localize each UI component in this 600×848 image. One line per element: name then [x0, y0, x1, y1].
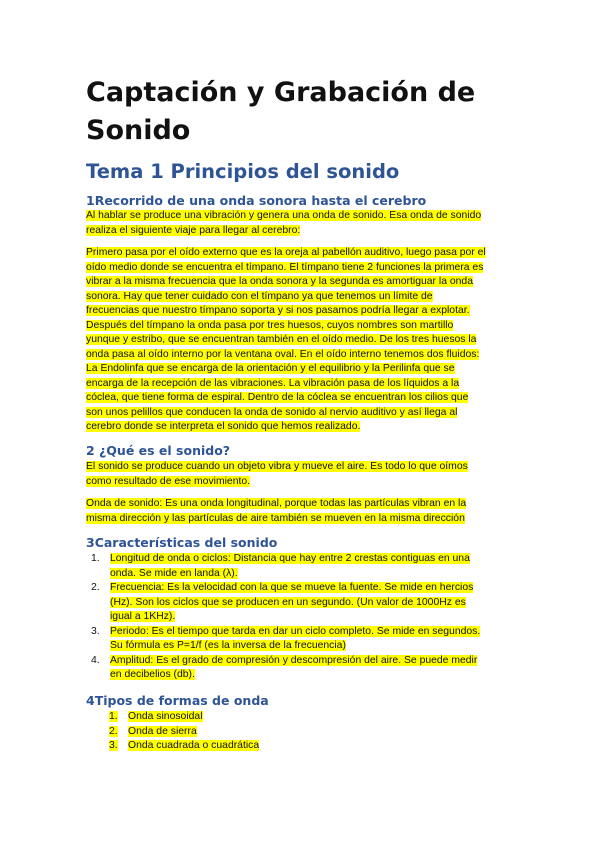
- section-heading-recorrido: 1Recorrido de una onda sonora hasta el cerebro: [86, 193, 427, 208]
- paragraph-line: como resultado de ese movimiento.: [86, 475, 251, 487]
- paragraph-line: yunque y estribo, que se encuentran también en el oído medio. De los tres huesos la: [86, 334, 477, 345]
- paragraph-line: Primero pasa por el oído externo que es la oreja al pabellón auditivo, luego pasa por el: [86, 247, 486, 258]
- section-heading-tipos: 4Tipos de formas de onda: [86, 693, 269, 708]
- list-item: 2. Onda de sierra: [109, 725, 197, 737]
- paragraph-line: sonora. Hay que tener cuidado con el tímpano ya que tenemos un límite de: [86, 290, 433, 302]
- paragraph-intro: [86, 209, 516, 238]
- paragraph-line: El sonido se produce cuando un objeto vibra y mueve el aire. Es todo lo que oímos: [86, 461, 468, 472]
- paragraph-line: misma dirección y las partículas de aire también se mueven en la misma dirección: [86, 512, 465, 524]
- list-item: 3. Periodo: Es el tiempo que tarda en dar un ciclo completo. Se mide en segundos. Su fórmula es P=1/f (es la inversa de la frecuencia): [91, 625, 481, 651]
- paragraph-line: vibrar a la misma frecuencia que la onda sonora y la segunda es amortiguar la onda: [86, 276, 473, 287]
- list-item: 3. Onda cuadrada o cuadrática: [109, 740, 260, 751]
- section-heading-que-es: 2 ¿Qué es el sonido?: [86, 443, 231, 458]
- list-item: 2. Frecuencia: Es la velocidad con la que se mueve la fuente. Se mide en hercios (Hz). Son los ciclos que se producen en un segundo. (Un valor de 1000Hz es igual a 1KHz).: [91, 582, 474, 622]
- paragraph-line: son unos pelillos que conducen la onda de sonido al nervio auditivo y así llega al: [86, 406, 458, 418]
- paragraph-line: Onda de sonido: Es una onda longitudinal, porque todas las partículas vibran en la: [86, 498, 467, 509]
- paragraph-onda-sonido: [86, 497, 516, 526]
- paragraph-line: oído medio donde se encuentra el tímpano. El tímpano tiene 2 funciones la primera es: [86, 261, 484, 273]
- paragraph-line: encarga de la recepción de las vibraciones. La vibración pasa de los líquidos a la: [86, 377, 460, 389]
- paragraph-line: onda pasa al oído interno por la ventana oval. En el oído interno tenemos dos fluidos:: [86, 348, 480, 360]
- paragraph-recorrido: [86, 246, 516, 435]
- paragraph-line: cerebro donde se interpreta el sonido que hemos realizado.: [86, 421, 361, 432]
- paragraph-line: realiza el siguiente viaje para llegar al cerebro:: [86, 224, 301, 236]
- paragraph-line: Al hablar se produce una vibración y genera una onda de sonido. Esa onda de sonido: [86, 210, 482, 221]
- document-title: Captación y Grabación de Sonido: [86, 77, 476, 146]
- paragraph-que-es: [86, 460, 516, 489]
- list-item: 1. Onda sinosoidal: [109, 711, 203, 722]
- paragraph-line: frecuencias que nuestro tímpano soporta y si nos pasamos podría llegar a explotar.: [86, 305, 470, 316]
- paragraph-line: La Endolinfa que se encarga de la orientación y el equilibrio y la Perilinfa que se: [86, 363, 455, 374]
- list-item: 1. Longitud de onda o ciclos: Distancia que hay entre 2 crestas contiguas en una onda. Se mide en landa (λ).: [91, 553, 470, 579]
- characteristics-list: [91, 552, 520, 683]
- paragraph-line: Después del tímpano la onda pasa por tres huesos, cuyos nombres son martillo: [86, 319, 454, 331]
- section-heading-caracteristicas: 3Características del sonido: [86, 535, 278, 550]
- paragraph-line: cóclea, que tiene forma de espiral. Dentro de la cóclea se encuentran los cilios que: [86, 392, 469, 403]
- wave-types-list: [109, 710, 428, 754]
- list-item: 4. Amplitud: Es el grado de compresión y descompresión del aire. Se puede medir en decibelios (db).: [91, 654, 478, 680]
- tema-heading: Tema 1 Principios del sonido: [86, 160, 400, 183]
